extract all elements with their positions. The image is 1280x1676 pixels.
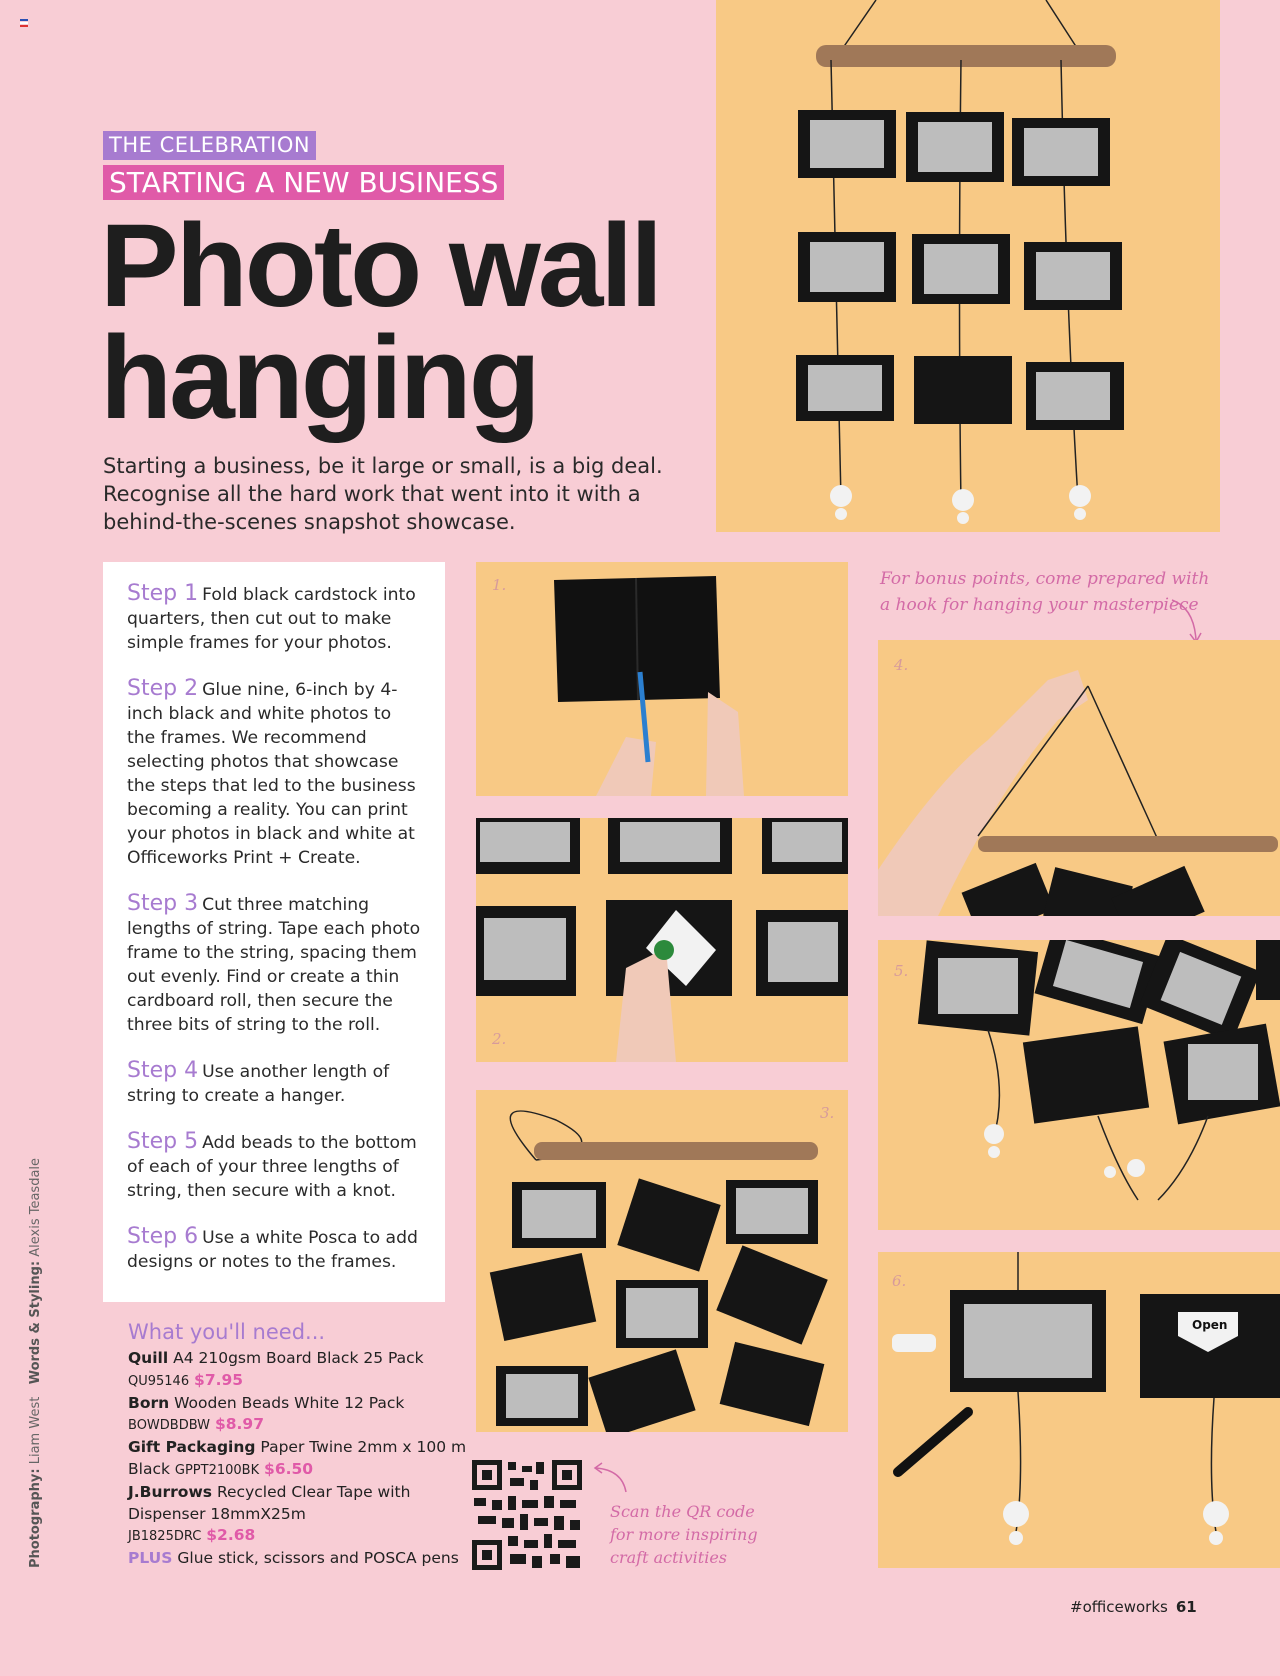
title-line-1: Photo wall [100, 200, 660, 332]
photo-number: 1. [492, 576, 507, 594]
photo-number: 3. [820, 1104, 835, 1122]
step-text: Glue nine, 6-inch by 4-inch black and white photos to the frames. We recommend selecting photos that showcase the steps that led to the business becoming a reality. You can print your photos in black and white at Officeworks Print + Create. [127, 680, 416, 868]
photo-number: 4. [894, 656, 909, 674]
curved-arrow-icon [590, 1462, 630, 1496]
steps-card [103, 562, 445, 1302]
photo-number: 6. [892, 1272, 907, 1290]
tag-celebration: THE CELEBRATION [103, 131, 316, 160]
need-item [128, 1348, 468, 1393]
bonus-note: For bonus points, come prepared with a hook for hanging your masterpiece [880, 569, 1210, 615]
step-photo-2 [476, 818, 848, 1062]
item-brand: Gift Packaging [128, 1438, 256, 1457]
credit-words-label: Words & Styling: [28, 1260, 43, 1385]
photo-number: 2. [492, 1030, 507, 1048]
item-brand: Born [128, 1393, 170, 1412]
footer [1070, 1598, 1197, 1616]
step-label: Step 2 [127, 676, 199, 701]
item-price: $2.68 [206, 1526, 256, 1545]
plus-text: Glue stick, scissors and POSCA pens [177, 1549, 459, 1568]
need-plus [128, 1548, 468, 1570]
intro-text: Starting a business, be it large or small, is a big deal. Recognise all the hard work that went into it with a behind-the-scenes snapshot showcase. [103, 454, 663, 534]
item-desc: A4 210gsm Board Black 25 Pack [173, 1349, 424, 1367]
item-brand: J.Burrows [128, 1482, 212, 1501]
frame-sign: Open [1192, 1318, 1228, 1332]
need-title: What you'll need... [128, 1320, 326, 1344]
need-list [128, 1348, 468, 1570]
item-code: GPPT2100BK [174, 1462, 260, 1478]
tag-occasion: STARTING A NEW BUSINESS [103, 165, 504, 200]
step-photo-4 [878, 640, 1280, 916]
qr-code[interactable] [472, 1460, 582, 1570]
title-line-2: hanging [100, 312, 538, 444]
step-label: Step 5 [127, 1129, 199, 1154]
footer-hashtag: #officeworks [1070, 1598, 1168, 1616]
step-photo-5 [878, 940, 1280, 1230]
need-item [128, 1482, 468, 1548]
credit-photo-label: Photography: [28, 1468, 43, 1568]
credit-photo-name: Liam West [28, 1396, 43, 1465]
item-desc: Recycled Clear Tape with Dispenser 18mmX25m [128, 1482, 411, 1523]
item-price: $6.50 [264, 1459, 314, 1478]
step-label: Step 3 [127, 891, 199, 916]
step-5 [127, 1130, 421, 1203]
need-item [128, 1393, 468, 1438]
step-6 [127, 1225, 421, 1274]
step-text: Add beads to the bottom of each of your three lengths of string, then secure with a knot. [127, 1133, 417, 1201]
flag-icon [20, 19, 28, 26]
item-code: JB1825DRC [128, 1529, 202, 1545]
step-text: Fold black cardstock into quarters, then cut out to make simple frames for your photos. [127, 585, 416, 653]
step-label: Step 1 [127, 581, 199, 606]
step-4 [127, 1059, 421, 1108]
item-code: BOWDBDBW [128, 1418, 211, 1434]
step-label: Step 6 [127, 1224, 199, 1249]
item-brand: Quill [128, 1349, 169, 1367]
step-text: Use a white Posca to add designs or notes to the frames. [127, 1228, 418, 1272]
credits [28, 1158, 43, 1568]
step-2 [127, 677, 421, 870]
step-1 [127, 582, 421, 655]
hero-photo [716, 0, 1220, 532]
step-text: Cut three matching lengths of string. Tape each photo frame to the string, spacing them out evenly. Find or create a thin cardboard roll, then secure the three bits of string to the roll. [127, 895, 421, 1035]
step-3 [127, 892, 421, 1037]
page-title [100, 200, 700, 444]
photo-number: 5. [894, 962, 909, 980]
step-label: Step 4 [127, 1058, 199, 1083]
curved-arrow-icon [1170, 596, 1210, 646]
item-desc: Wooden Beads White 12 Pack [174, 1393, 405, 1412]
step-text: Use another length of string to create a hanger. [127, 1062, 390, 1106]
credit-words-name: Alexis Teasdale [28, 1157, 43, 1257]
item-price: $8.97 [214, 1415, 264, 1434]
step-photo-1 [476, 562, 848, 796]
scan-note: Scan the QR code for more inspiring craft activities [610, 1502, 758, 1567]
plus-label: PLUS [128, 1549, 173, 1568]
item-code: QU95146 [128, 1373, 190, 1389]
item-desc: Paper Twine 2mm x 100 m Black [128, 1438, 467, 1478]
step-photo-3 [476, 1090, 848, 1432]
page-number: 61 [1175, 1598, 1197, 1616]
need-item [128, 1437, 468, 1482]
item-price: $7.95 [194, 1370, 244, 1389]
step-photo-6 [878, 1252, 1280, 1568]
